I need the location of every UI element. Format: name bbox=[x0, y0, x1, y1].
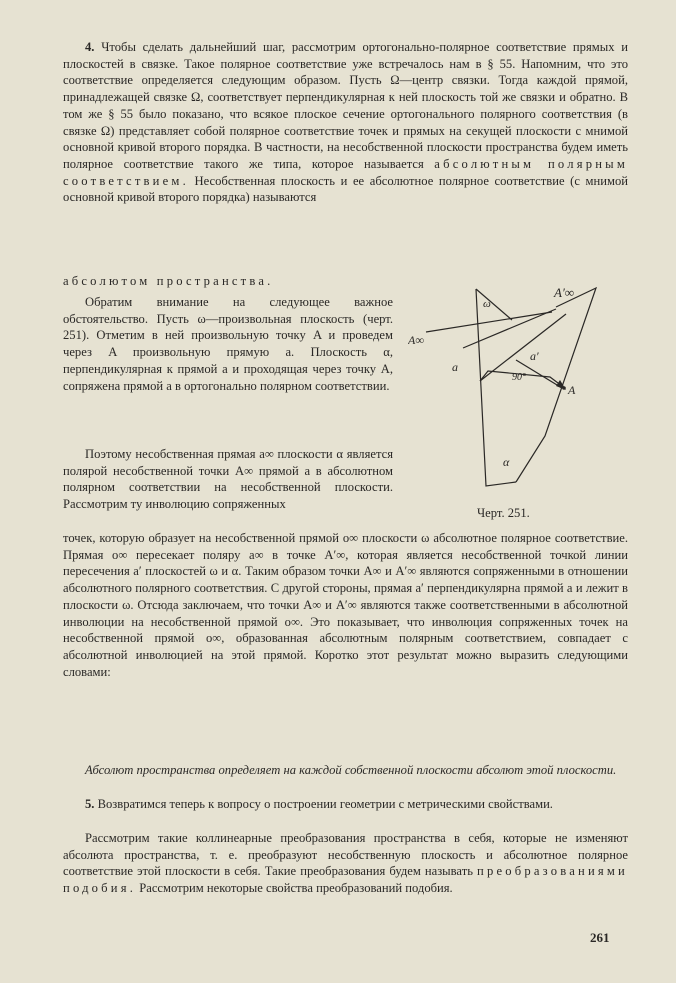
line-a-upper bbox=[426, 312, 552, 332]
plane-omega-top-left bbox=[476, 289, 512, 320]
text-segment: Рассмотрим некоторые свойства преобразований подобия. bbox=[136, 881, 453, 896]
point-A bbox=[562, 386, 566, 390]
section-number-5: 5. bbox=[85, 797, 95, 811]
paragraph-4-term bbox=[63, 273, 393, 290]
label-A-inf: A∞ bbox=[408, 333, 424, 347]
figure-251 bbox=[408, 276, 623, 516]
label-a: a bbox=[452, 360, 458, 374]
figure-caption: Черт. 251. bbox=[477, 506, 530, 520]
figure-251-drawing bbox=[408, 276, 623, 516]
label-A: A bbox=[568, 383, 576, 397]
label-90-degrees: 90° bbox=[512, 372, 526, 383]
section-number-4: 4. bbox=[85, 40, 95, 54]
text-segment: Возвратимся теперь к вопросу о построении геометрии с метрическими свойствами. bbox=[94, 797, 553, 811]
text-segment: Рассмотрим такие коллинеарные преобразования пространства в себя, которые не изменяют абсолюта пространства, т. е. преобразуют несобственную плоскость и абсолютное полярное соответствие этой плоскости в себя. Такие преобразования будем называть bbox=[63, 831, 628, 879]
text-segment: Чтобы сделать дальнейший шаг, рассмотрим ортогонально-полярное соответствие прямых и плоскостей в связке. Такое полярное соответствие уже встречалось нам в § 55. Напомним, что это соответствие определяется следующим образом. Пусть Ω—центр связки. Тогда каждой прямой, принадлежащей связке Ω, соответствует перпендикулярная к ней плоскость той же связки и обратно. В том же § 55 было показано, что всякое плоское сечение ортогонального полярного соответствия (в связке Ω) представляет собой полярное соответствие точек и прямых на секущей плоскости с мнимой основной кривой второго порядка. В частности, на несобственной плоскости пространства будем иметь полярное соответствие такого же типа, которое называется bbox=[63, 40, 628, 171]
text-segment: Несобственная плоскость и ее абсолютное полярное соответствие (с мнимой основной кривой второго порядка) называются bbox=[63, 173, 628, 205]
page-number: 261 bbox=[590, 930, 610, 945]
label-a-prime: a′ bbox=[530, 349, 539, 363]
theorem-statement: Абсолют пространства определяет на каждой собственной плоскости абсолют этой плоскости. bbox=[85, 763, 617, 777]
paragraph-similarity bbox=[63, 830, 628, 897]
paragraph-4-intro bbox=[63, 39, 628, 206]
label-A-inf-prime: A′∞ bbox=[554, 285, 575, 300]
paragraph-conclusion-wide: точек, которую образует на несобственной прямой o∞ плоскости ω абсолютное полярное соответствие. Прямая o∞ пересекает поляру a∞ в точке A′∞, которая является несобственной точкой линии пересечения a′ плоскостей ω и α. Таким образом точки A∞ и A′∞ являются сопряженными в отношении абсолютного полярного соответствия. С другой стороны, прямая a′ перпендикулярна прямой a и лежит в плоскости ω. Отсюда заключаем, что точки A∞ и A′∞ являются также соответственными в абсолютной инволюции на несобственной прямой o∞. Это показывает, что инволюция сопряженных точек на несобственной прямой o∞, образованная абсолютным полярным соответствием, совпадает с абсолютной инволюцией на этой прямой. Коротко этот результат можно выразить следующими словами: bbox=[63, 531, 628, 679]
label-alpha: α bbox=[503, 455, 510, 469]
paragraph-5 bbox=[63, 796, 628, 813]
spaced-term: преобразованиями подобия. bbox=[63, 864, 628, 896]
paragraph-plane-omega: Обратим внимание на следующее важное обстоятельство. Пусть ω—произвольная плоскость (черт. 251). Отметим в ней произвольную точку A и проведем через A произвольную прямую a. Плоскость α, перпендикулярная к прямой a и проходящая через точку A, сопряжена прямой a в ортогонально полярном соответствии. bbox=[63, 295, 393, 393]
label-omega: ω bbox=[483, 298, 491, 310]
paragraph-conclusion-narrow: Поэтому несобственная прямая a∞ плоскости α является полярой несобственной точки A∞ прямой a в абсолютном полярном соответствии на несобственной плоскости. Рассмотрим ту инволюцию сопряженных bbox=[63, 447, 393, 512]
spaced-term: абсолютом пространства. bbox=[63, 274, 274, 288]
spaced-term: абсолютным полярным соответствием. bbox=[63, 156, 628, 188]
